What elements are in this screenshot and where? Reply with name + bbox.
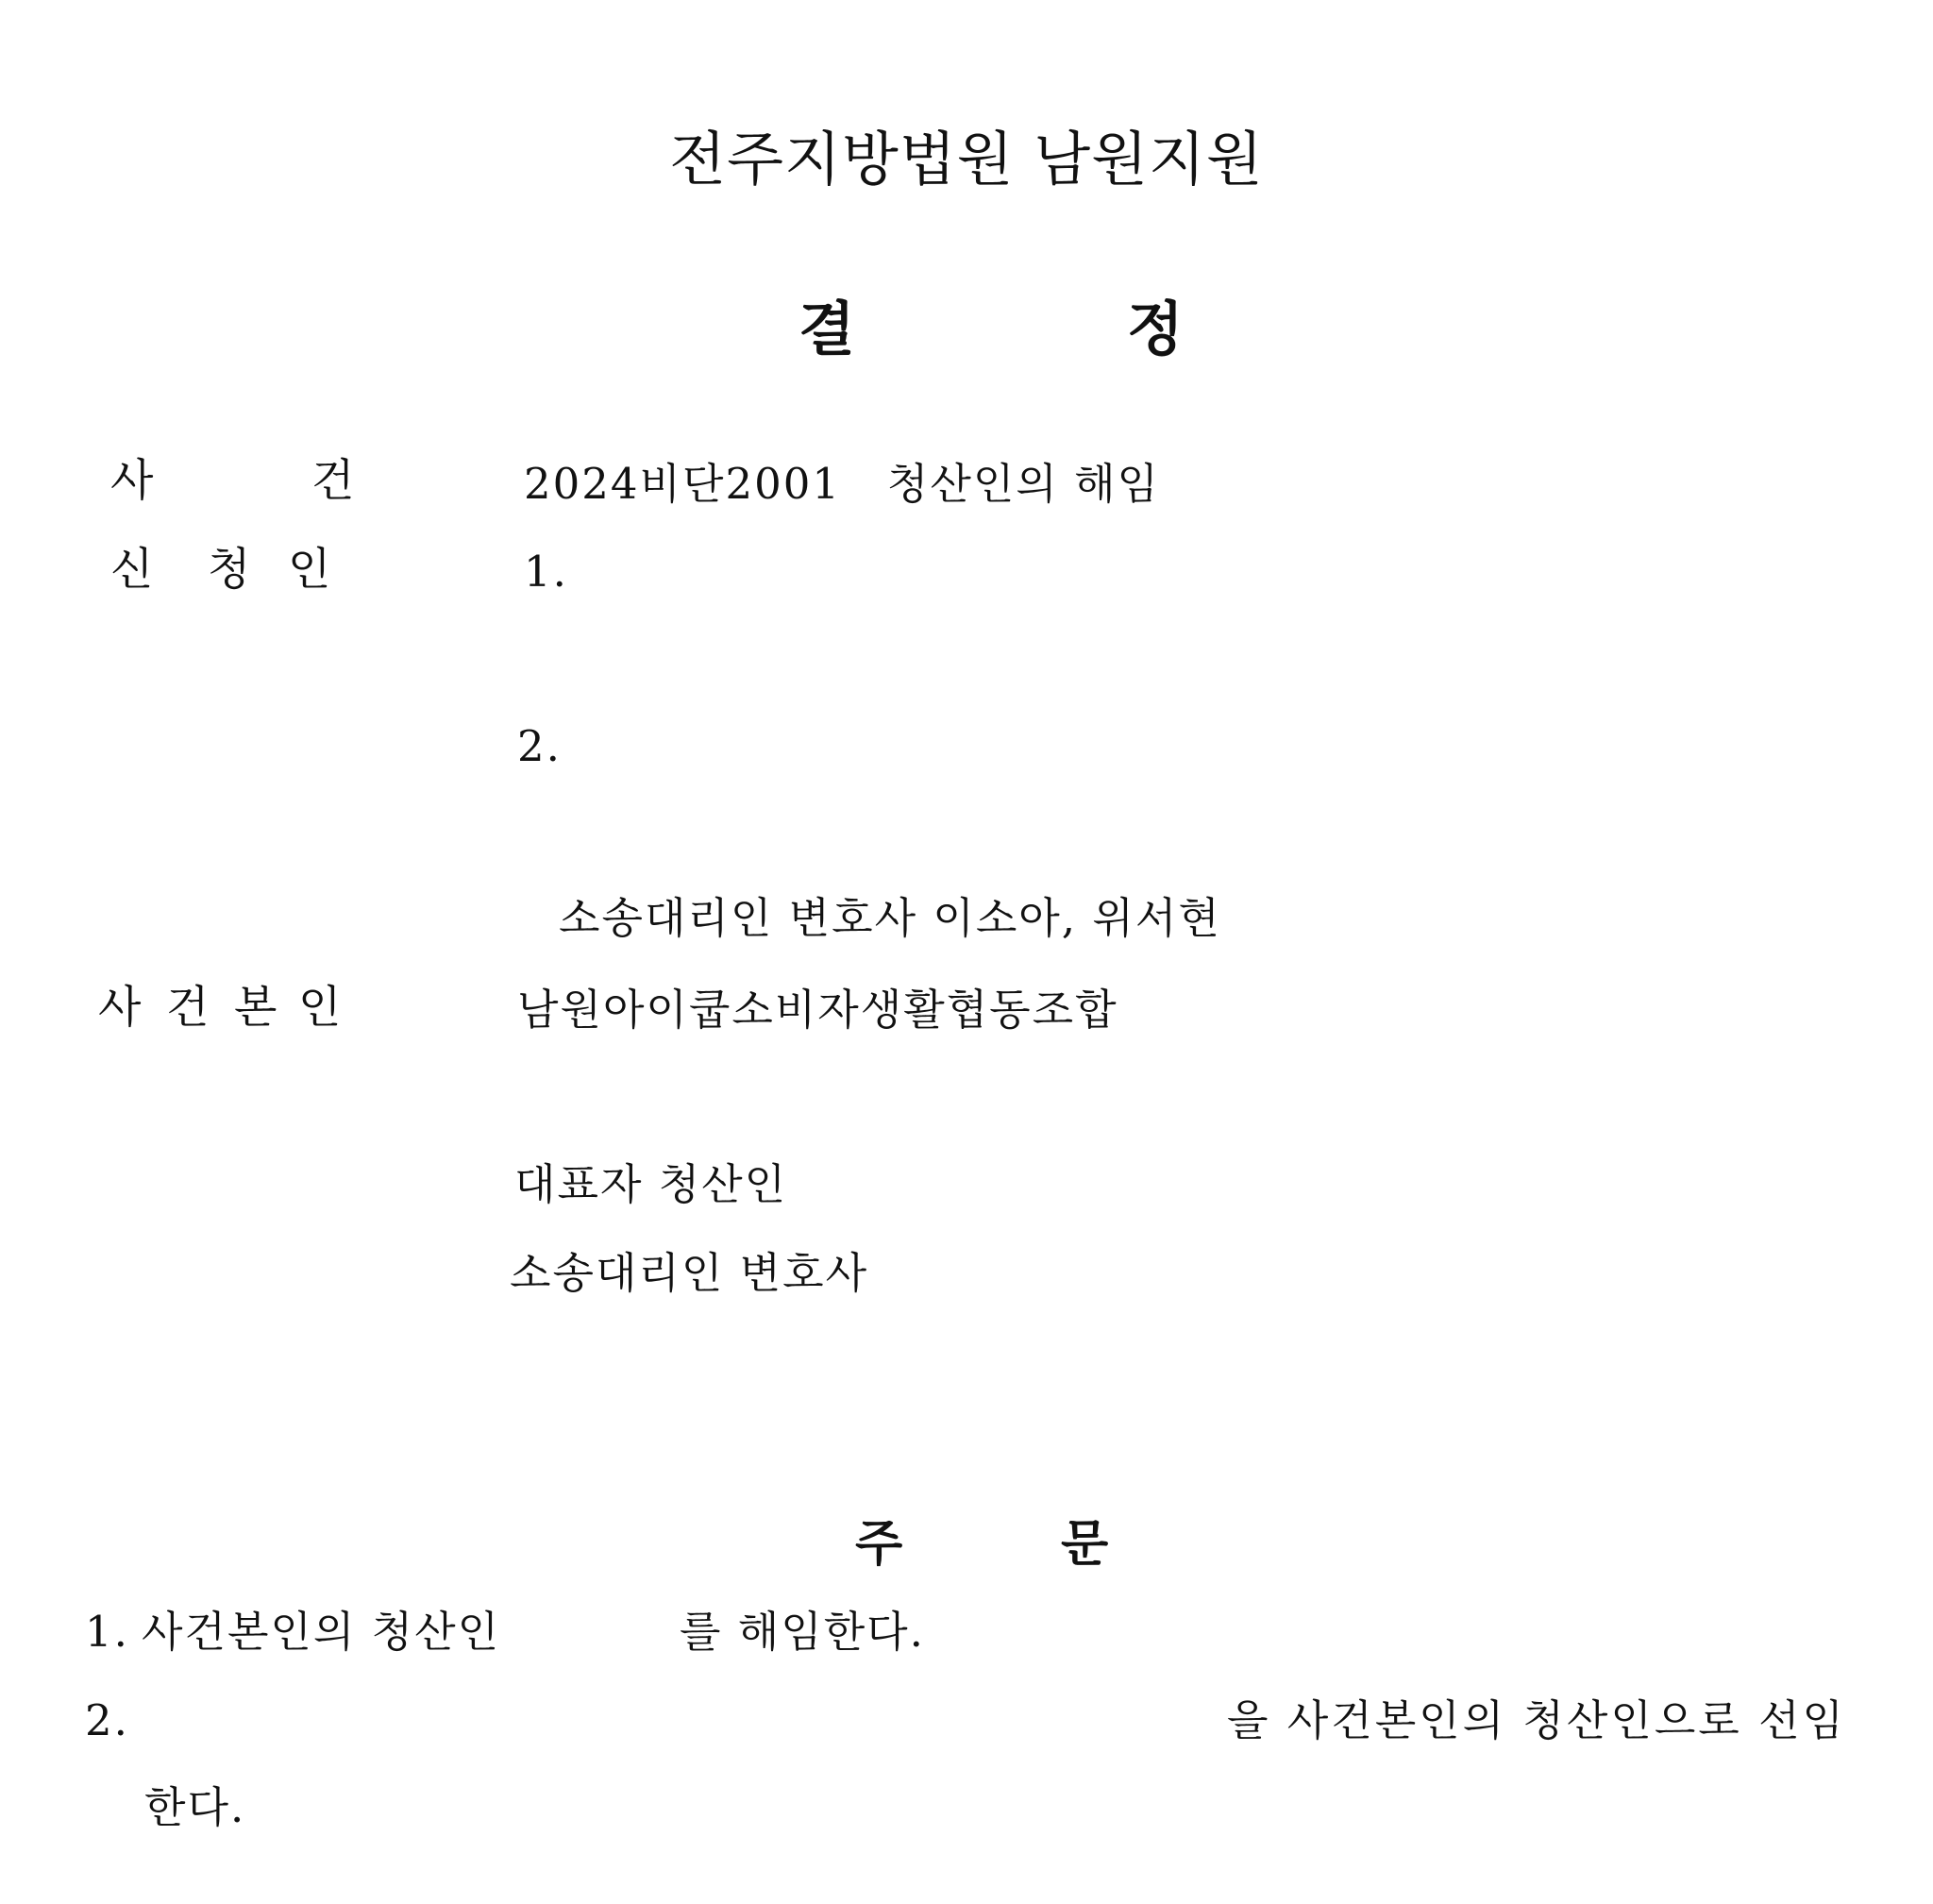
applicant-label-char-2: 청 [208,544,251,596]
order-heading-char-2: 문 [1061,1516,1109,1573]
applicant-label-char-3: 인 [288,544,331,596]
principal-label-char-3: 본 [234,982,277,1034]
order-heading-char-1: 주 [855,1516,903,1573]
applicant-label-char-1: 신 [110,544,154,596]
case-label-char-1: 사 [110,455,154,507]
applicant-item-2: 2. [517,721,562,771]
principal-representative: 대표자 청산인 [514,1159,788,1209]
applicant-item-1: 1. [524,547,568,597]
applicant-attorneys: 소송대리인 변호사 이소아, 위서현 [559,893,1221,943]
order-item-1-number: 1. [85,1607,129,1657]
principal-label-char-1: 사 [98,982,142,1034]
court-name: 전주지방법원 남원지원 [669,125,1264,194]
order-item-2-tail: 을 사건본인의 청산인으로 선임 [1227,1695,1847,1745]
order-item-2-continuation: 한다. [144,1782,246,1832]
case-number: 2024비단2001 청산인의 해임 [524,459,1161,509]
principal-name: 남원아이쿱소비자생활협동조합 [517,985,1118,1035]
principal-label-char-4: 인 [298,982,342,1034]
order-item-2-number: 2. [85,1695,129,1745]
principal-label-char-2: 건 [166,982,210,1034]
order-item-1-tail: 를 해임한다. [680,1607,925,1657]
document-title-char-1: 결 [798,295,855,363]
principal-attorney: 소송대리인 변호사 [510,1248,869,1298]
order-item-1-text: 사건본인의 청산인 [142,1607,501,1657]
document-title-char-2: 정 [1127,295,1184,363]
case-label-char-2: 건 [311,455,355,507]
